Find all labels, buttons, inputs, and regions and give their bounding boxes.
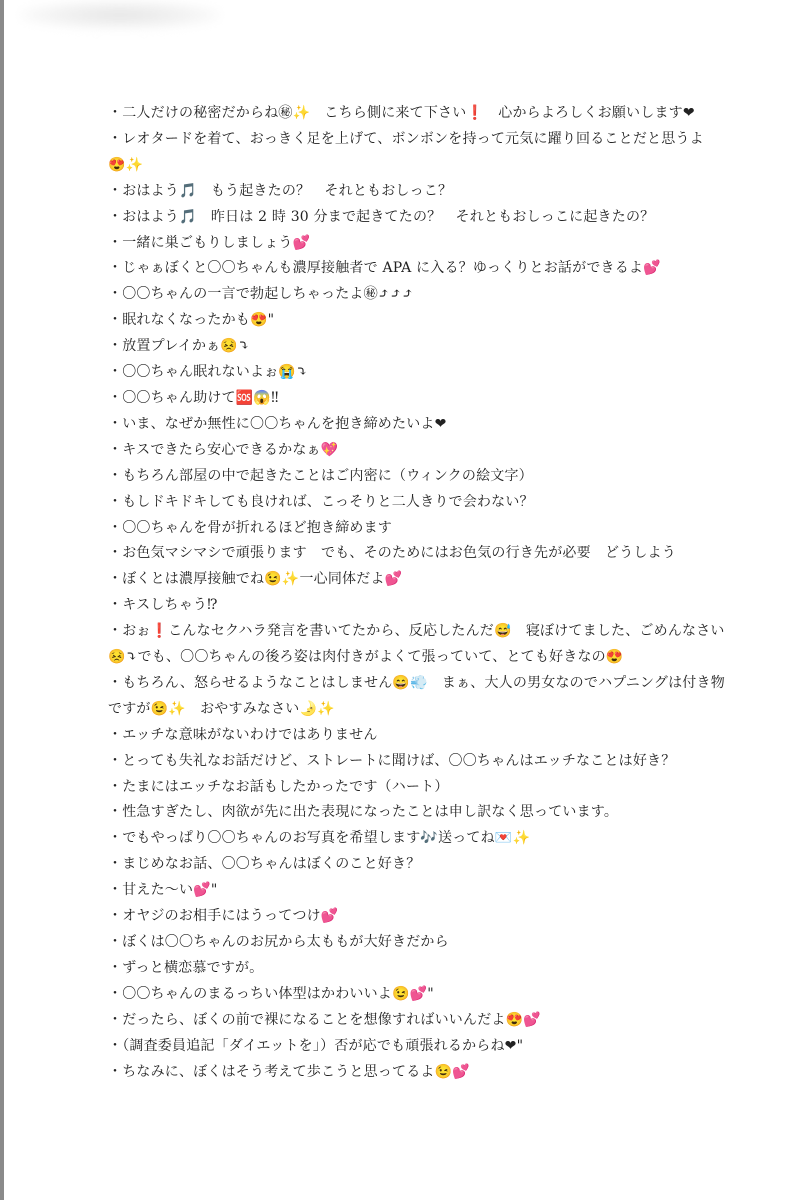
text-line: 😍✨: [108, 156, 144, 173]
text-line: ですが😉✨ おやすみなさい🌛✨: [108, 700, 335, 717]
text-line: ・〇〇ちゃんの一言で勃起しちゃったよ㊙⤴⤴⤴: [108, 286, 414, 303]
text-line: ・（調査委員追記「ダイエットを」）否が応でも頑張れるからね❤": [108, 1037, 524, 1054]
left-border: [0, 0, 4, 1200]
text-line: 😣⤵でも、〇〇ちゃんの後ろ姿は肉付きがよくて張っていて、とても好きなの😍: [108, 649, 624, 666]
text-line: ・甘えた〜い💕": [108, 882, 218, 899]
text-line: ・もしドキドキしても良ければ、こっそりと二人きりで会わない？: [108, 493, 534, 510]
text-line: ・まじめなお話、〇〇ちゃんはぼくのこと好き？: [108, 856, 421, 873]
text-line: ・おはよう🎵 もう起きたの？ それともおしっこ？: [108, 182, 453, 199]
text-line: ・だったら、ぼくの前で裸になることを想像すればいいんだよ😍💕: [108, 1011, 541, 1028]
text-line: ・おぉ❗こんなセクハラ発言を書いてたから、反応したんだ😅 寝ぼけてました、ごめんなさい: [108, 623, 725, 640]
text-line: ・〇〇ちゃん助けて🆘😱‼: [108, 389, 279, 406]
text-line: ・レオタードを着て、おっきく足を上げて、ボンボンを持って元気に躍り回ることだと思うよ: [108, 130, 704, 147]
text-line: ・ぼくとは濃厚接触でね😉✨一心同体だよ💕: [108, 571, 403, 588]
document-body: [108, 101, 768, 1085]
text-line: ・キスできたら安心できるかなぁ💖: [108, 441, 339, 458]
text-line: ・一緒に巣ごもりしましょう💕: [108, 234, 311, 251]
text-line: ・エッチな意味がないわけではありません: [108, 726, 378, 743]
text-line: ・眠れなくなったかも😍": [108, 312, 275, 329]
text-line: ・〇〇ちゃんを骨が折れるほど抱き締めます: [108, 519, 392, 536]
text-line: ・いま、なぜか無性に〇〇ちゃんを抱き締めたいよ❤: [108, 415, 447, 432]
text-line: ・〇〇ちゃん眠れないよぉ😭⤵: [108, 364, 308, 381]
text-line: ・ずっと横恋慕ですが。: [108, 959, 264, 976]
text-line: ・もちろん部屋の中で起きたことはご内密に（ウィンクの絵文字）: [108, 467, 533, 484]
text-line: ・でもやっぱり〇〇ちゃんのお写真を希望します🎶送ってね💌✨: [108, 830, 531, 847]
text-line: ・放置プレイかぁ😣⤵: [108, 338, 250, 355]
text-line: ・ちなみに、ぼくはそう考えて歩こうと思ってるよ😉💕: [108, 1063, 470, 1080]
text-line: ・性急すぎたし、肉欲が先に出た表現になったことは申し訳なく思っています。: [108, 804, 619, 821]
text-line: ・キスしちゃう⁉: [108, 597, 218, 614]
text-line: ・二人だけの秘密だからね㊙✨ こちら側に来て下さい❗ 心からよろしくお願いします❤: [108, 105, 695, 121]
blurred-header: [20, 0, 220, 30]
text-line: ・じゃぁぼくと〇〇ちゃんも濃厚接触者で APA に入る？ゆっくりとお話ができるよ💕: [108, 260, 661, 277]
text-line: ・もちろん、怒らせるようなことはしません😄💨 まぁ、大人の男女なのでハプニングは付き物: [108, 674, 725, 691]
text-line: ・オヤジのお相手にはうってつけ💕: [108, 908, 339, 925]
text-line: ・たまにはエッチなお話もしたかったです（ハート）: [108, 778, 449, 795]
text-line: ・〇〇ちゃんのまるっちい体型はかわいいよ😉💕": [108, 985, 434, 1002]
text-line: ・ぼくは〇〇ちゃんのお尻から太ももが大好きだから: [108, 934, 449, 950]
text-line: ・お色気マシマシで頑張ります でも、そのためにはお色気の行き先が必要 どうしよう: [108, 545, 676, 562]
text-line: ・とっても失礼なお話だけど、ストレートに聞けば、〇〇ちゃんはエッチなことは好き？: [108, 752, 676, 769]
text-line: ・おはよう🎵 昨日は 2 時 30 分まで起きてたの？ それともおしっこに起きたの？: [108, 208, 655, 225]
